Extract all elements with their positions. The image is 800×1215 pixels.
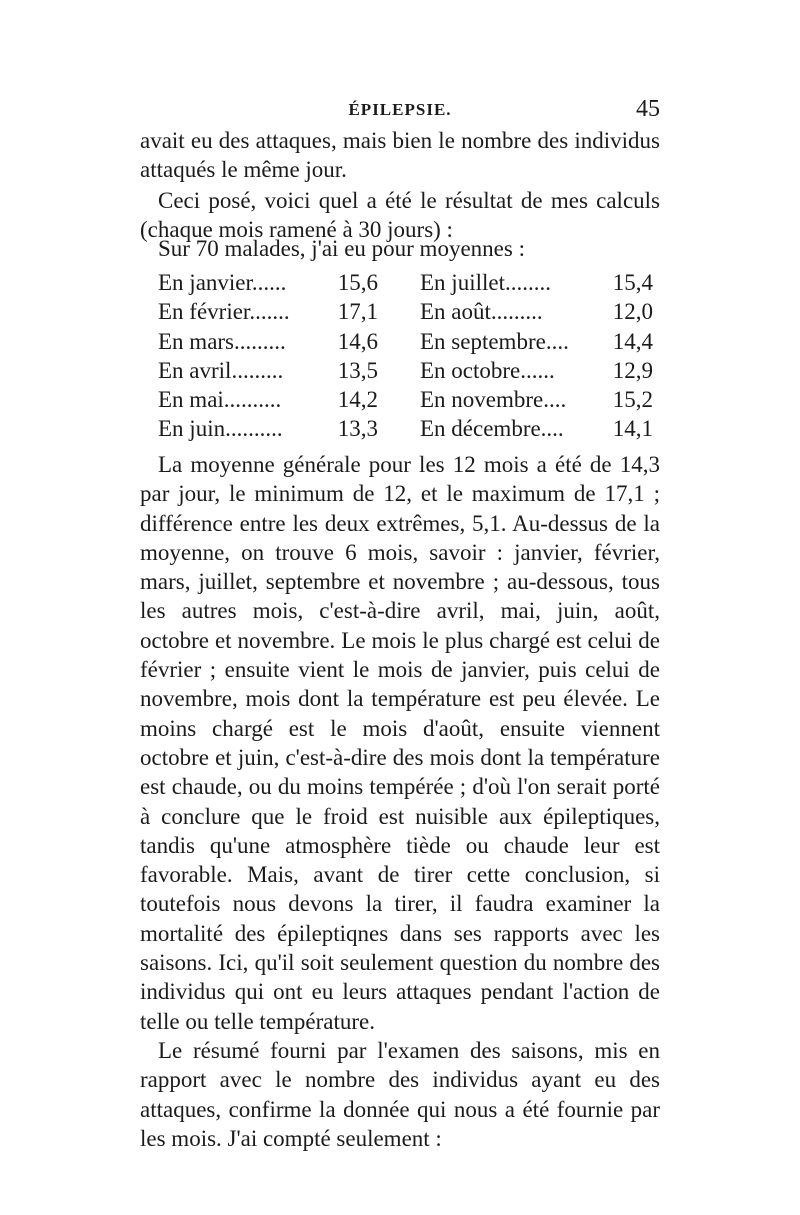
month-label: En décembre.... bbox=[420, 416, 564, 442]
month-value: 15,4 bbox=[612, 270, 653, 295]
month-value: 14,6 bbox=[337, 328, 378, 354]
paragraph-analysis: La moyenne générale pour les 12 mois a été de 14,3 par jour, le minimum de 12, et le maximum de 17,1 ; différence entre les deux extrêmes, 5,1. Au-dessus de la moyenne, on trouve 6 mois, savoir : janvier, février, mars, juillet, septembre et novembre ; au-dessous, tous les autres mois, c'est-à-dire avril, mai, juin, août, octobre et novembre. Le mois le plus chargé est celui de février ; ensuite vient le mois de janvier, puis celui de novembre, mois dont la température est peu élevée. Le moins chargé est le mois d'août, ensuite viennent octobre et juin, c'est-à-dire des mois dont la température est chaude, ou du moins tempérée ; d'où l'on serait porté à conclure que le froid est nuisible aux épileptiques, tandis qu'une atmosphère tiède ou chaude leur est favorable. Mais, avant de tirer cette conclusion, si toutefois nous devons la tirer, il faudra examiner la mortalité des épileptiqnes dans ses rapports avec les saisons. Ici, qu'il soit seulement question du nombre des individus qui ont eu leurs attaques pendant l'action de telle ou telle température. bbox=[140, 452, 660, 1034]
month-value: 17,1 bbox=[337, 299, 378, 325]
month-label: En janvier...... bbox=[158, 270, 287, 295]
month-value: 14,1 bbox=[612, 416, 653, 442]
month-label: En septembre.... bbox=[420, 328, 569, 354]
paragraph-calculation-intro: Ceci posé, voici quel a été le résultat de mes calculs (chaque mois ramené à 30 jours) : bbox=[140, 188, 660, 243]
month-label: En novembre.... bbox=[420, 387, 567, 413]
month-label: En mai.......... bbox=[158, 387, 282, 413]
month-label: En août......... bbox=[420, 299, 543, 325]
month-label: En juillet........ bbox=[420, 270, 551, 295]
table-row bbox=[158, 358, 658, 387]
month-value: 13,5 bbox=[337, 357, 378, 383]
month-value: 14,4 bbox=[612, 328, 653, 354]
table-row bbox=[158, 416, 658, 445]
month-label: En mars......... bbox=[158, 328, 286, 354]
chapter-title: ÉPILEPSIE. bbox=[348, 100, 452, 119]
table-row bbox=[158, 299, 658, 328]
month-value: 15,2 bbox=[612, 387, 653, 413]
running-head bbox=[140, 96, 660, 128]
month-value: 12,0 bbox=[612, 299, 653, 325]
monthly-averages-table bbox=[158, 270, 658, 446]
table-row bbox=[158, 329, 658, 358]
month-label: En février....... bbox=[158, 299, 290, 325]
table-row bbox=[158, 387, 658, 416]
month-label: En juin.......... bbox=[158, 416, 283, 442]
body-text bbox=[140, 450, 660, 1153]
month-label: En octobre...... bbox=[420, 357, 555, 383]
month-value: 15,6 bbox=[337, 270, 378, 295]
month-label: En avril......... bbox=[158, 357, 284, 383]
paragraph-continuation: avait eu des attaques, mais bien le nombre des individus attaqués le même jour. bbox=[140, 128, 660, 183]
month-value: 12,9 bbox=[612, 357, 653, 383]
paragraph-patients: Sur 70 malades, j'ai eu pour moyennes : bbox=[158, 236, 525, 261]
page-number: 45 bbox=[636, 96, 660, 122]
table-row bbox=[158, 270, 658, 299]
paragraph-seasons: Le résumé fourni par l'examen des saisons, mis en rapport avec le nombre des individus ayant eu des attaques, confirme la donnée qui nous a été fournie par les mois. J'ai compté seulement : bbox=[140, 1037, 660, 1151]
month-value: 13,3 bbox=[337, 416, 378, 442]
month-value: 14,2 bbox=[337, 387, 378, 413]
